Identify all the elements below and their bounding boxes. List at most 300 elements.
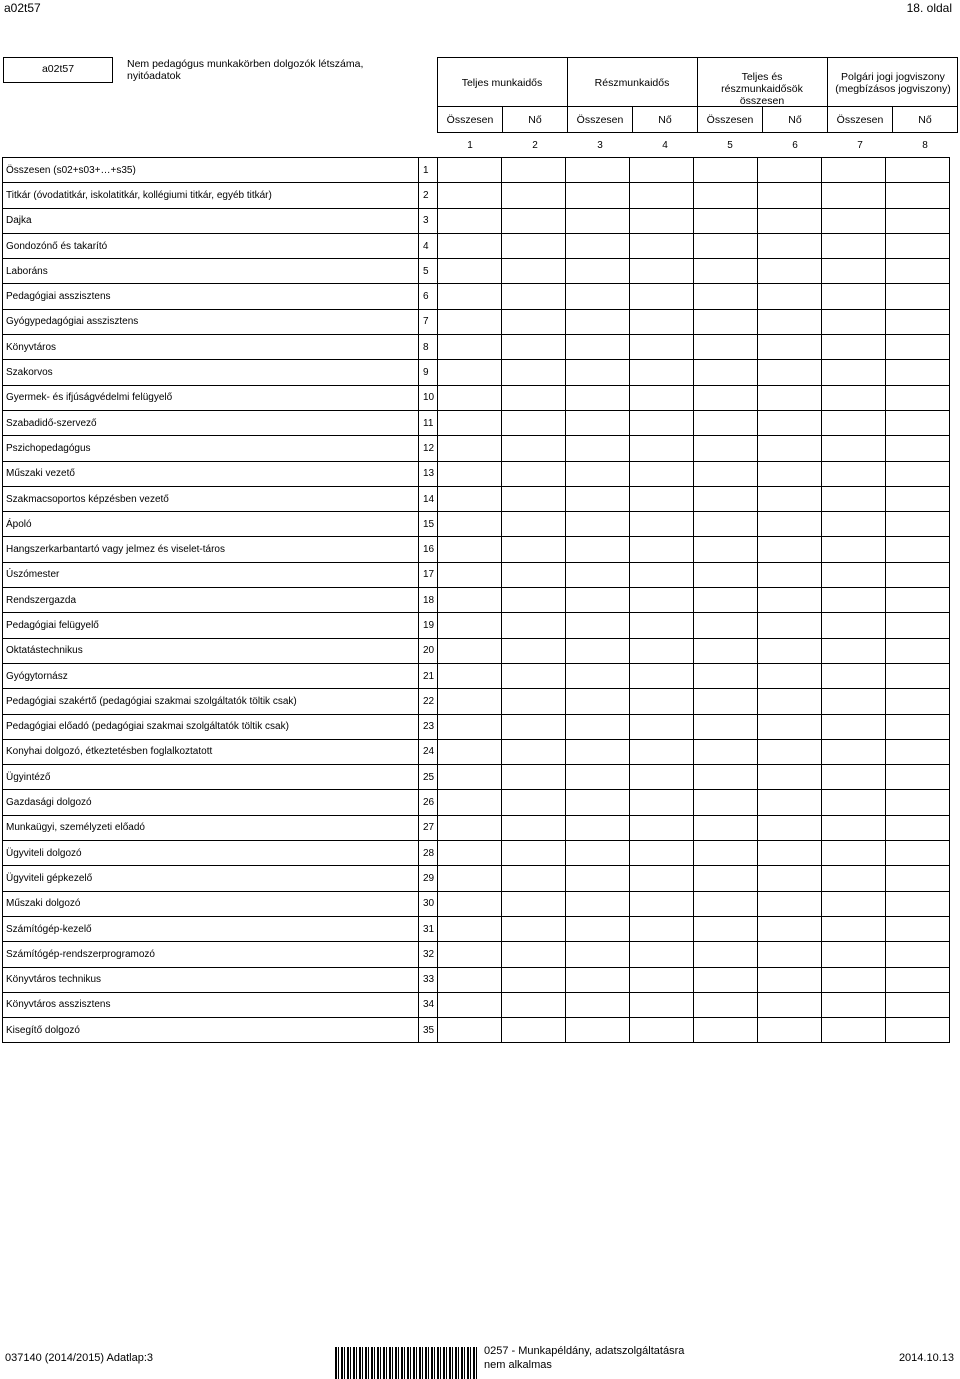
data-cell[interactable]	[822, 562, 886, 587]
data-cell[interactable]	[758, 638, 822, 663]
data-cell[interactable]	[630, 259, 694, 284]
data-cell[interactable]	[502, 992, 566, 1017]
data-cell[interactable]	[694, 486, 758, 511]
row-label: Számítógép-rendszerprogramozó	[3, 942, 419, 967]
data-cell[interactable]	[758, 916, 822, 941]
data-cell[interactable]	[886, 158, 950, 183]
data-cell[interactable]	[438, 461, 502, 486]
data-cell[interactable]	[758, 360, 822, 385]
data-cell[interactable]	[502, 891, 566, 916]
data-cell[interactable]	[502, 967, 566, 992]
data-cell[interactable]	[566, 1018, 630, 1043]
row-label: Gyógypedagógiai asszisztens	[3, 309, 419, 334]
data-cell[interactable]	[822, 208, 886, 233]
data-cell[interactable]	[438, 739, 502, 764]
data-cell[interactable]	[566, 208, 630, 233]
data-cell[interactable]	[822, 410, 886, 435]
data-cell[interactable]	[694, 537, 758, 562]
data-cell[interactable]	[630, 537, 694, 562]
data-cell[interactable]	[502, 588, 566, 613]
data-cell[interactable]	[438, 891, 502, 916]
data-cell[interactable]	[758, 942, 822, 967]
data-cell[interactable]	[566, 942, 630, 967]
data-cell[interactable]	[758, 183, 822, 208]
data-cell[interactable]	[694, 259, 758, 284]
data-cell[interactable]	[502, 360, 566, 385]
data-cell[interactable]	[630, 360, 694, 385]
data-cell[interactable]	[630, 714, 694, 739]
data-cell[interactable]	[566, 486, 630, 511]
data-cell[interactable]	[822, 233, 886, 258]
data-cell[interactable]	[566, 309, 630, 334]
data-cell[interactable]	[438, 208, 502, 233]
data-cell[interactable]	[438, 942, 502, 967]
data-cell[interactable]	[822, 436, 886, 461]
data-cell[interactable]	[886, 486, 950, 511]
data-cell[interactable]	[630, 866, 694, 891]
data-cell[interactable]	[630, 663, 694, 688]
data-cell[interactable]	[630, 410, 694, 435]
data-cell[interactable]	[502, 461, 566, 486]
data-cell[interactable]	[758, 992, 822, 1017]
table-row	[3, 410, 950, 435]
data-cell[interactable]	[566, 259, 630, 284]
data-cell[interactable]	[630, 1018, 694, 1043]
data-cell[interactable]	[502, 663, 566, 688]
data-cell[interactable]	[438, 360, 502, 385]
data-cell[interactable]	[694, 891, 758, 916]
data-cell[interactable]	[694, 967, 758, 992]
data-cell[interactable]	[886, 613, 950, 638]
data-cell[interactable]	[758, 512, 822, 537]
row-number: 19	[419, 613, 438, 638]
data-cell[interactable]	[694, 360, 758, 385]
data-cell[interactable]	[886, 309, 950, 334]
data-cell[interactable]	[758, 385, 822, 410]
data-cell[interactable]	[822, 537, 886, 562]
data-cell[interactable]	[886, 284, 950, 309]
data-cell[interactable]	[630, 461, 694, 486]
data-cell[interactable]	[502, 562, 566, 587]
data-cell[interactable]	[822, 967, 886, 992]
data-cell[interactable]	[758, 461, 822, 486]
data-cell[interactable]	[758, 815, 822, 840]
data-cell[interactable]	[694, 613, 758, 638]
data-cell[interactable]	[438, 613, 502, 638]
data-cell[interactable]	[758, 259, 822, 284]
data-cell[interactable]	[822, 663, 886, 688]
data-cell[interactable]	[438, 992, 502, 1017]
row-label: Dajka	[3, 208, 419, 233]
data-cell[interactable]	[566, 436, 630, 461]
data-cell[interactable]	[566, 335, 630, 360]
data-cell[interactable]	[758, 689, 822, 714]
data-cell[interactable]	[630, 739, 694, 764]
data-cell[interactable]	[822, 158, 886, 183]
data-cell[interactable]	[758, 841, 822, 866]
data-cell[interactable]	[694, 689, 758, 714]
data-cell[interactable]	[886, 1018, 950, 1043]
data-cell[interactable]	[758, 739, 822, 764]
data-cell[interactable]	[886, 385, 950, 410]
data-cell[interactable]	[438, 284, 502, 309]
data-cell[interactable]	[694, 158, 758, 183]
data-cell[interactable]	[886, 259, 950, 284]
data-cell[interactable]	[502, 613, 566, 638]
data-cell[interactable]	[886, 360, 950, 385]
data-cell[interactable]	[822, 309, 886, 334]
data-cell[interactable]	[502, 1018, 566, 1043]
data-cell[interactable]	[438, 436, 502, 461]
data-cell[interactable]	[886, 790, 950, 815]
data-cell[interactable]	[566, 992, 630, 1017]
data-cell[interactable]	[694, 790, 758, 815]
data-cell[interactable]	[694, 916, 758, 941]
data-cell[interactable]	[438, 335, 502, 360]
data-cell[interactable]	[758, 410, 822, 435]
data-cell[interactable]	[566, 410, 630, 435]
data-cell[interactable]	[886, 410, 950, 435]
data-cell[interactable]	[502, 512, 566, 537]
data-cell[interactable]	[630, 916, 694, 941]
data-cell[interactable]	[438, 866, 502, 891]
data-cell[interactable]	[886, 815, 950, 840]
data-cell[interactable]	[438, 537, 502, 562]
data-cell[interactable]	[886, 942, 950, 967]
data-cell[interactable]	[566, 512, 630, 537]
data-cell[interactable]	[502, 183, 566, 208]
data-cell[interactable]	[822, 689, 886, 714]
data-cell[interactable]	[822, 638, 886, 663]
data-cell[interactable]	[566, 385, 630, 410]
data-cell[interactable]	[438, 714, 502, 739]
data-cell[interactable]	[758, 866, 822, 891]
data-cell[interactable]	[438, 689, 502, 714]
data-cell[interactable]	[630, 486, 694, 511]
data-cell[interactable]	[566, 183, 630, 208]
data-cell[interactable]	[694, 815, 758, 840]
data-cell[interactable]	[758, 208, 822, 233]
data-cell[interactable]	[886, 537, 950, 562]
data-cell[interactable]	[886, 714, 950, 739]
data-cell[interactable]	[886, 689, 950, 714]
data-cell[interactable]	[630, 335, 694, 360]
data-cell[interactable]	[822, 1018, 886, 1043]
data-cell[interactable]	[438, 486, 502, 511]
data-cell[interactable]	[502, 537, 566, 562]
data-cell[interactable]	[758, 714, 822, 739]
data-cell[interactable]	[694, 309, 758, 334]
data-cell[interactable]	[566, 638, 630, 663]
data-cell[interactable]	[438, 512, 502, 537]
data-cell[interactable]	[630, 790, 694, 815]
data-cell[interactable]	[566, 765, 630, 790]
data-cell[interactable]	[630, 436, 694, 461]
data-cell[interactable]	[758, 562, 822, 587]
data-cell[interactable]	[502, 233, 566, 258]
data-cell[interactable]	[502, 335, 566, 360]
data-cell[interactable]	[758, 436, 822, 461]
data-cell[interactable]	[566, 689, 630, 714]
data-cell[interactable]	[630, 233, 694, 258]
data-cell[interactable]	[886, 765, 950, 790]
data-cell[interactable]	[566, 613, 630, 638]
data-cell[interactable]	[694, 638, 758, 663]
data-cell[interactable]	[694, 841, 758, 866]
data-cell[interactable]	[822, 512, 886, 537]
data-cell[interactable]	[630, 512, 694, 537]
data-cell[interactable]	[438, 790, 502, 815]
data-cell[interactable]	[822, 765, 886, 790]
data-cell[interactable]	[758, 158, 822, 183]
data-cell[interactable]	[886, 562, 950, 587]
data-cell[interactable]	[758, 663, 822, 688]
data-cell[interactable]	[758, 790, 822, 815]
data-cell[interactable]	[630, 158, 694, 183]
data-cell[interactable]	[822, 916, 886, 941]
data-cell[interactable]	[822, 739, 886, 764]
data-cell[interactable]	[694, 183, 758, 208]
data-cell[interactable]	[438, 841, 502, 866]
data-cell[interactable]	[822, 841, 886, 866]
data-cell[interactable]	[886, 461, 950, 486]
data-cell[interactable]	[886, 588, 950, 613]
data-cell[interactable]	[438, 562, 502, 587]
data-cell[interactable]	[502, 410, 566, 435]
data-cell[interactable]	[886, 208, 950, 233]
data-cell[interactable]	[822, 461, 886, 486]
data-cell[interactable]	[822, 588, 886, 613]
data-cell[interactable]	[630, 815, 694, 840]
data-cell[interactable]	[758, 588, 822, 613]
data-cell[interactable]	[694, 208, 758, 233]
data-cell[interactable]	[438, 815, 502, 840]
data-cell[interactable]	[438, 183, 502, 208]
data-cell[interactable]	[822, 714, 886, 739]
data-cell[interactable]	[502, 638, 566, 663]
data-cell[interactable]	[566, 233, 630, 258]
data-cell[interactable]	[630, 841, 694, 866]
data-cell[interactable]	[502, 385, 566, 410]
data-cell[interactable]	[822, 335, 886, 360]
data-cell[interactable]	[886, 992, 950, 1017]
data-cell[interactable]	[886, 512, 950, 537]
data-cell[interactable]	[694, 335, 758, 360]
data-cell[interactable]	[438, 663, 502, 688]
data-cell[interactable]	[630, 891, 694, 916]
data-cell[interactable]	[438, 967, 502, 992]
data-cell[interactable]	[758, 613, 822, 638]
data-cell[interactable]	[630, 967, 694, 992]
data-cell[interactable]	[694, 436, 758, 461]
data-cell[interactable]	[502, 158, 566, 183]
header-title: Nem pedagógus munkakörben dolgozók létszáma, nyitóadatok	[127, 58, 364, 82]
table-row	[3, 1018, 950, 1043]
data-cell[interactable]	[630, 208, 694, 233]
row-number: 35	[419, 1018, 438, 1043]
column-number-2: 2	[532, 140, 538, 151]
data-cell[interactable]	[758, 486, 822, 511]
data-cell[interactable]	[694, 714, 758, 739]
data-cell[interactable]	[694, 992, 758, 1017]
data-cell[interactable]	[694, 512, 758, 537]
data-cell[interactable]	[502, 866, 566, 891]
data-cell[interactable]	[566, 158, 630, 183]
data-cell[interactable]	[694, 233, 758, 258]
data-cell[interactable]	[694, 385, 758, 410]
subheader-3: Összesen	[576, 114, 624, 126]
data-cell[interactable]	[822, 815, 886, 840]
data-cell[interactable]	[566, 588, 630, 613]
data-cell[interactable]	[566, 739, 630, 764]
data-cell[interactable]	[694, 562, 758, 587]
data-cell[interactable]	[566, 461, 630, 486]
data-cell[interactable]	[566, 360, 630, 385]
data-cell[interactable]	[502, 739, 566, 764]
data-cell[interactable]	[630, 942, 694, 967]
group-full-time: Teljes munkaidős	[461, 77, 543, 89]
data-cell[interactable]	[822, 866, 886, 891]
data-cell[interactable]	[630, 992, 694, 1017]
data-cell[interactable]	[502, 284, 566, 309]
row-number: 3	[419, 208, 438, 233]
data-cell[interactable]	[694, 1018, 758, 1043]
data-cell[interactable]	[758, 967, 822, 992]
table-row	[3, 183, 950, 208]
data-cell[interactable]	[630, 638, 694, 663]
data-cell[interactable]	[630, 183, 694, 208]
data-cell[interactable]	[630, 284, 694, 309]
data-cell[interactable]	[502, 790, 566, 815]
data-cell[interactable]	[822, 259, 886, 284]
data-cell[interactable]	[886, 233, 950, 258]
data-cell[interactable]	[758, 1018, 822, 1043]
row-number: 33	[419, 967, 438, 992]
data-cell[interactable]	[822, 992, 886, 1017]
data-cell[interactable]	[694, 410, 758, 435]
data-cell[interactable]	[758, 309, 822, 334]
row-label: Könyvtáros asszisztens	[3, 992, 419, 1017]
data-cell[interactable]	[630, 613, 694, 638]
data-cell[interactable]	[758, 537, 822, 562]
data-cell[interactable]	[758, 233, 822, 258]
data-cell[interactable]	[438, 158, 502, 183]
data-cell[interactable]	[630, 588, 694, 613]
data-cell[interactable]	[886, 916, 950, 941]
data-cell[interactable]	[886, 335, 950, 360]
data-cell[interactable]	[502, 486, 566, 511]
group-civil-law: Polgári jogi jogviszony (megbízásos jogviszony)	[835, 71, 951, 95]
row-label: Úszómester	[3, 562, 419, 587]
data-cell[interactable]	[694, 739, 758, 764]
data-cell[interactable]	[630, 765, 694, 790]
data-cell[interactable]	[438, 765, 502, 790]
data-cell[interactable]	[502, 436, 566, 461]
data-cell[interactable]	[566, 916, 630, 941]
data-cell[interactable]	[630, 309, 694, 334]
data-cell[interactable]	[438, 233, 502, 258]
data-cell[interactable]	[566, 562, 630, 587]
data-cell[interactable]	[886, 967, 950, 992]
data-cell[interactable]	[566, 284, 630, 309]
data-cell[interactable]	[822, 284, 886, 309]
data-cell[interactable]	[694, 461, 758, 486]
data-cell[interactable]	[822, 486, 886, 511]
data-cell[interactable]	[566, 663, 630, 688]
data-cell[interactable]	[566, 537, 630, 562]
data-cell[interactable]	[438, 638, 502, 663]
data-cell[interactable]	[566, 815, 630, 840]
data-cell[interactable]	[886, 866, 950, 891]
data-cell[interactable]	[694, 942, 758, 967]
data-cell[interactable]	[502, 815, 566, 840]
data-cell[interactable]	[758, 891, 822, 916]
data-cell[interactable]	[502, 942, 566, 967]
data-cell[interactable]	[502, 689, 566, 714]
data-cell[interactable]	[886, 891, 950, 916]
data-cell[interactable]	[886, 183, 950, 208]
data-cell[interactable]	[438, 259, 502, 284]
data-cell[interactable]	[694, 765, 758, 790]
data-cell[interactable]	[566, 790, 630, 815]
data-cell[interactable]	[566, 714, 630, 739]
data-cell[interactable]	[822, 790, 886, 815]
data-cell[interactable]	[438, 385, 502, 410]
data-cell[interactable]	[502, 765, 566, 790]
data-cell[interactable]	[886, 663, 950, 688]
data-cell[interactable]	[502, 208, 566, 233]
data-cell[interactable]	[758, 284, 822, 309]
data-cell[interactable]	[438, 916, 502, 941]
data-cell[interactable]	[438, 588, 502, 613]
data-cell[interactable]	[886, 638, 950, 663]
data-cell[interactable]	[438, 309, 502, 334]
data-cell[interactable]	[630, 562, 694, 587]
data-cell[interactable]	[822, 891, 886, 916]
data-cell[interactable]	[566, 841, 630, 866]
data-cell[interactable]	[502, 309, 566, 334]
table-row	[3, 739, 950, 764]
data-cell[interactable]	[822, 942, 886, 967]
data-cell[interactable]	[502, 916, 566, 941]
data-cell[interactable]	[694, 866, 758, 891]
table-row	[3, 841, 950, 866]
data-cell[interactable]	[758, 765, 822, 790]
data-cell[interactable]	[886, 739, 950, 764]
data-cell[interactable]	[822, 360, 886, 385]
data-cell[interactable]	[630, 689, 694, 714]
data-cell[interactable]	[502, 841, 566, 866]
data-cell[interactable]	[566, 866, 630, 891]
data-cell[interactable]	[438, 1018, 502, 1043]
data-cell[interactable]	[502, 714, 566, 739]
data-cell[interactable]	[886, 436, 950, 461]
data-cell[interactable]	[694, 588, 758, 613]
data-cell[interactable]	[758, 335, 822, 360]
data-cell[interactable]	[438, 410, 502, 435]
data-cell[interactable]	[822, 183, 886, 208]
data-cell[interactable]	[694, 284, 758, 309]
data-cell[interactable]	[630, 385, 694, 410]
data-cell[interactable]	[694, 663, 758, 688]
data-cell[interactable]	[566, 967, 630, 992]
data-cell[interactable]	[822, 385, 886, 410]
data-cell[interactable]	[566, 891, 630, 916]
row-label: Ügyviteli dolgozó	[3, 841, 419, 866]
data-cell[interactable]	[886, 841, 950, 866]
data-cell[interactable]	[502, 259, 566, 284]
data-cell[interactable]	[822, 613, 886, 638]
